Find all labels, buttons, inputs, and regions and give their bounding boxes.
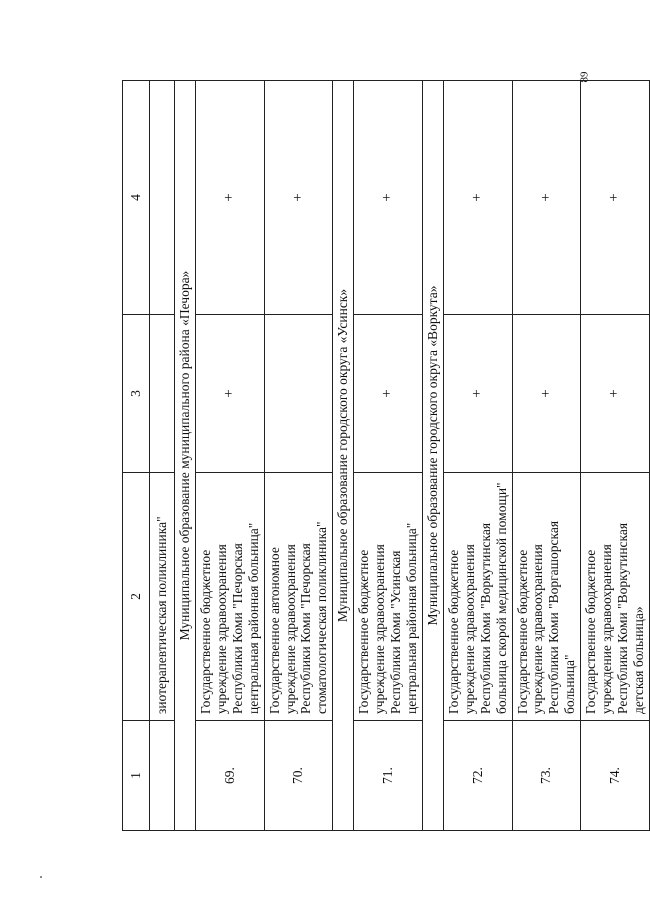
col3-mark: + bbox=[581, 315, 650, 473]
page-number: 89 bbox=[578, 71, 591, 83]
row-number: 74. bbox=[581, 721, 650, 831]
table-row bbox=[195, 81, 264, 831]
col3-mark: + bbox=[195, 315, 264, 473]
rotated-page bbox=[122, 81, 646, 831]
table-row bbox=[354, 81, 423, 831]
table-header-row bbox=[123, 81, 150, 831]
section-title: Муниципальное образование муниципального района «Печора» bbox=[175, 81, 196, 831]
continuation-col3 bbox=[150, 315, 175, 473]
scan-speck bbox=[40, 876, 42, 878]
section-title: Муниципальное образование городского округа «Усинск» bbox=[333, 81, 354, 831]
col4-mark: + bbox=[195, 81, 264, 315]
institution-name: Государственное бюджетное учреждение здравоохранения Республики Коми "Воркутинская детская больница» bbox=[581, 473, 650, 721]
col4-mark: + bbox=[354, 81, 423, 315]
institution-name: Государственное бюджетное учреждение здравоохранения Республики Коми "Печорская центральная районная больница" bbox=[195, 473, 264, 721]
institution-name: Государственное автономное учреждение здравоохранения Республики Коми "Печорская стоматологическая поликлиника" bbox=[264, 473, 333, 721]
header-col-3: 3 bbox=[123, 315, 150, 473]
col3-mark bbox=[264, 315, 333, 473]
row-number: 70. bbox=[264, 721, 333, 831]
row-number: 71. bbox=[354, 721, 423, 831]
col3-mark: + bbox=[443, 315, 512, 473]
table-row bbox=[581, 81, 650, 831]
col4-mark: + bbox=[512, 81, 581, 315]
row-number: 72. bbox=[443, 721, 512, 831]
continuation-text: зиотерапевтическая поликлиника" bbox=[150, 473, 175, 721]
continuation-num-cell bbox=[150, 721, 175, 831]
institution-name: Государственное бюджетное учреждение здравоохранения Республики Коми "Усинская центральная районная больница" bbox=[354, 473, 423, 721]
institution-name: Государственное бюджетное учреждение здравоохранения Республики Коми "Воргашорская больница" bbox=[512, 473, 581, 721]
table-row bbox=[264, 81, 333, 831]
col4-mark: + bbox=[443, 81, 512, 315]
table-row bbox=[443, 81, 512, 831]
header-col-4: 4 bbox=[123, 81, 150, 315]
col4-mark: + bbox=[581, 81, 650, 315]
continuation-col4 bbox=[150, 81, 175, 315]
table-row bbox=[512, 81, 581, 831]
section-title: Муниципальное образование городского округа «Воркута» bbox=[422, 81, 443, 831]
row-number: 73. bbox=[512, 721, 581, 831]
col3-mark: + bbox=[354, 315, 423, 473]
col4-mark: + bbox=[264, 81, 333, 315]
header-col-1: 1 bbox=[123, 721, 150, 831]
section-row bbox=[422, 81, 443, 831]
institutions-table bbox=[122, 80, 650, 831]
institution-name: Государственное бюджетное учреждение здравоохранения Республики Коми "Воркутинская больница скорой медицинской помощи" bbox=[443, 473, 512, 721]
section-row bbox=[175, 81, 196, 831]
header-col-2: 2 bbox=[123, 473, 150, 721]
continuation-row bbox=[150, 81, 175, 831]
section-row bbox=[333, 81, 354, 831]
col3-mark: + bbox=[512, 315, 581, 473]
row-number: 69. bbox=[195, 721, 264, 831]
